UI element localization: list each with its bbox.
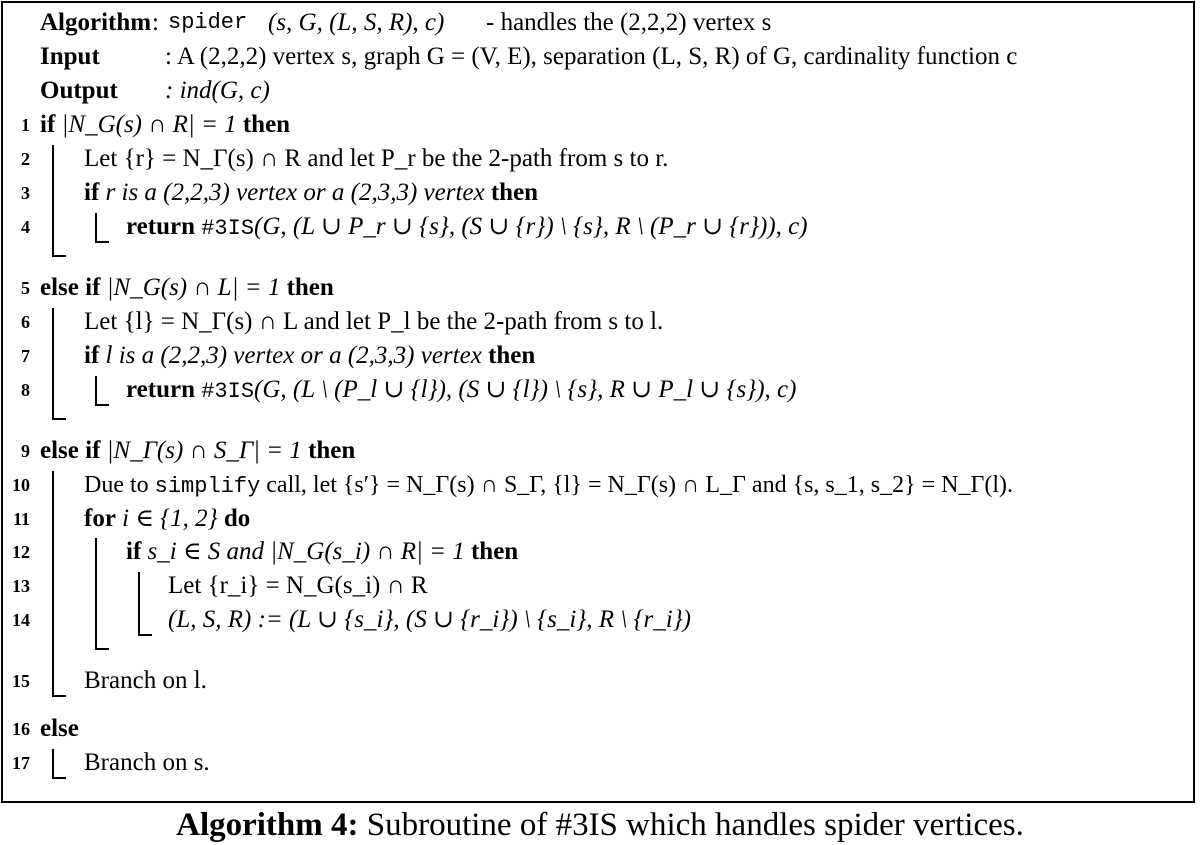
line-number: 2 (21, 149, 30, 169)
output-label: Output (40, 77, 118, 104)
line-prefix: Due to (84, 472, 149, 498)
keyword: do (223, 505, 251, 532)
line-number: 13 (12, 576, 30, 596)
algo-line (0, 571, 1200, 601)
algo-line (0, 178, 1200, 208)
line-number: 12 (12, 542, 30, 562)
algo-line (0, 375, 1200, 405)
line-text: (G, (L ∪ P_r ∪ {s}, (S ∪ {r}) \ {s}, R \ (P_r ∪ {r})), c) (254, 213, 808, 240)
keyword: then (308, 437, 356, 464)
line-text: call, let {s′} = N_Γ(s) ∩ S_Γ, {l} = N_Γ(s) ∩ L_Γ and {s, s_1, s_2} = N_Γ(l). (266, 472, 1014, 498)
block-end (95, 404, 109, 406)
input-label: Input (40, 43, 100, 70)
algorithm-desc: - handles the (2,2,2) vertex s (486, 9, 772, 36)
keyword: if (84, 342, 100, 369)
keyword: return (126, 376, 195, 403)
line-number: 8 (21, 380, 30, 400)
line-text: Let {l} = N_Γ(s) ∩ L and let P_l be the 2-path from s to l. (84, 308, 664, 335)
output-text: : ind(G, c) (165, 77, 270, 104)
block-bar (52, 145, 54, 257)
block-bar (95, 213, 97, 243)
line-text: Let {r_i} = N_G(s_i) ∩ R (168, 572, 428, 599)
keyword: then (490, 179, 539, 206)
algo-line (0, 110, 1200, 140)
line-text: |N_G(s) ∩ R| = 1 (61, 111, 237, 138)
algo-line (0, 341, 1200, 371)
block-bar (95, 538, 97, 650)
algo-line (0, 307, 1200, 337)
keyword: then (488, 342, 536, 369)
algorithm-signature (0, 8, 1200, 38)
line-number: 3 (21, 183, 30, 203)
block-bar (52, 471, 54, 697)
input-line (0, 42, 1200, 72)
block-bar (95, 376, 97, 406)
keyword: then (242, 111, 291, 138)
line-text: (L, S, R) := (L ∪ {s_i}, (S ∪ {r_i}) \ {s_i}, R \ {r_i}) (168, 606, 692, 633)
line-number: 7 (21, 346, 30, 366)
block-end (95, 648, 109, 650)
line-number: 10 (12, 475, 30, 495)
line-text: |N_G(s) ∩ L| = 1 (106, 274, 281, 301)
line-text: |N_Γ(s) ∩ S_Γ| = 1 (106, 437, 302, 464)
line-text: Branch on l. (84, 667, 207, 694)
block-end (95, 241, 109, 243)
keyword: if (40, 111, 56, 138)
algo-line (0, 537, 1200, 567)
line-number: 5 (21, 278, 30, 298)
line-text: l is a (2,2,3) vertex or a (2,3,3) vertex (105, 342, 482, 369)
line-number: 17 (12, 753, 30, 773)
line-number: 15 (12, 671, 30, 691)
algo-line (0, 273, 1200, 303)
algorithm-caption (0, 805, 1200, 845)
block-end (52, 695, 66, 697)
algo-line (0, 605, 1200, 635)
keyword: then (286, 274, 334, 301)
algo-line (0, 436, 1200, 466)
algo-line (0, 504, 1200, 534)
keyword: else if (40, 274, 101, 301)
line-number: 14 (12, 610, 30, 630)
line-text: Let {r} = N_Γ(s) ∩ R and let P_r be the 2-path from s to r. (84, 145, 669, 172)
block-bar (52, 749, 54, 779)
algorithm-sep: : (152, 9, 159, 36)
keyword: return (126, 213, 195, 240)
line-number: 16 (12, 719, 30, 739)
keyword: for (84, 505, 116, 532)
block-bar (138, 572, 140, 636)
keyword: if (126, 538, 142, 565)
block-end (52, 777, 66, 779)
function-name: #3IS (201, 379, 255, 404)
block-end (52, 255, 66, 257)
algo-line (0, 714, 1200, 744)
line-number: 9 (21, 441, 30, 461)
function-name: simplify (154, 474, 261, 499)
algo-line (0, 748, 1200, 778)
algo-line (0, 666, 1200, 696)
line-number: 6 (21, 312, 30, 332)
keyword: else (40, 715, 79, 742)
block-bar (52, 308, 54, 420)
caption-text: Subroutine of #3IS which handles spider vertices. (366, 807, 1024, 843)
line-text: i ∈ {1, 2} (122, 505, 218, 532)
block-end (138, 634, 152, 636)
line-number: 1 (21, 115, 30, 135)
algorithm-name: spider (168, 10, 248, 35)
keyword: then (470, 538, 519, 565)
block-end (52, 418, 66, 420)
caption-label: Algorithm 4: (176, 807, 359, 843)
algorithm-label: Algorithm (40, 9, 152, 36)
algorithm-args: (s, G, (L, S, R), c) (268, 9, 445, 36)
line-text: r is a (2,2,3) vertex or a (2,3,3) vertex (105, 179, 485, 206)
input-text: : A (2,2,2) vertex s, graph G = (V, E), separation (L, S, R) of G, cardinality function c (165, 43, 1018, 70)
function-name: #3IS (201, 216, 255, 241)
line-text: s_i ∈ S and |N_G(s_i) ∩ R| = 1 (147, 538, 465, 565)
algo-line (0, 212, 1200, 242)
line-number: 4 (21, 217, 30, 237)
line-text: (G, (L \ (P_l ∪ {l}), (S ∪ {l}) \ {s}, R ∪ P_l ∪ {s}), c) (254, 376, 797, 403)
output-line (0, 76, 1200, 106)
algo-line (0, 470, 1200, 500)
line-text: Branch on s. (84, 749, 210, 776)
keyword: if (84, 179, 100, 206)
keyword: else if (40, 437, 101, 464)
algo-line (0, 144, 1200, 174)
line-number: 11 (12, 509, 30, 529)
